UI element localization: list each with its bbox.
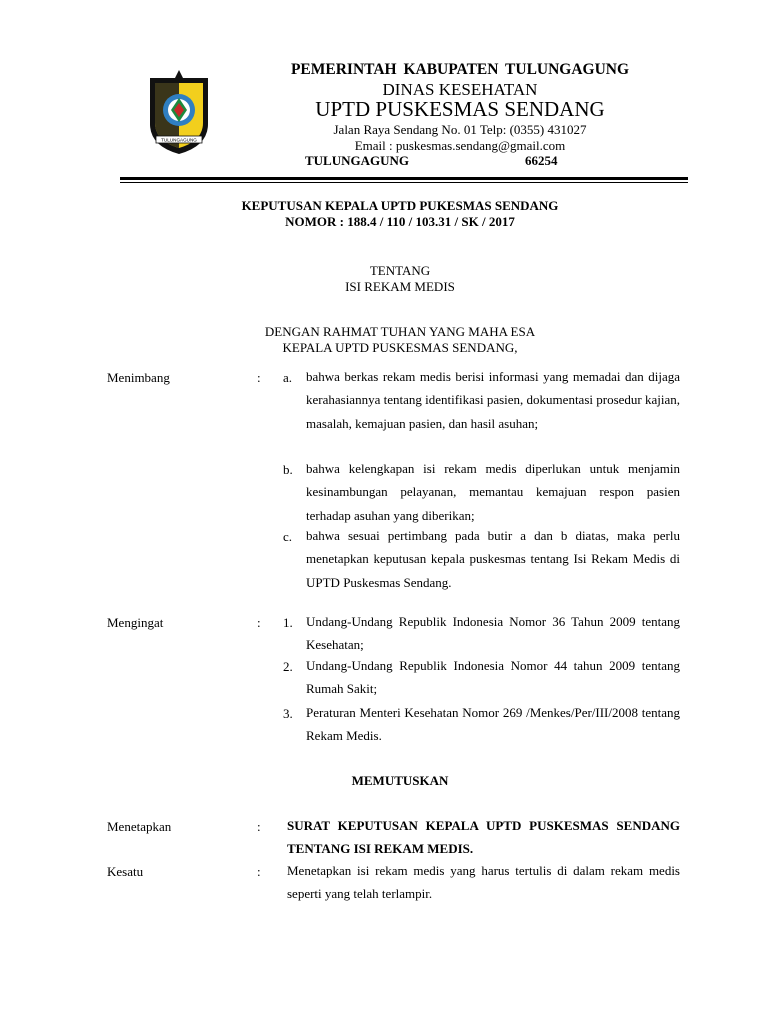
mengingat-colon: : — [257, 615, 261, 630]
decree-about-label: TENTANG — [369, 263, 431, 278]
decree-subject: ISI REKAM MEDIS — [345, 279, 455, 294]
letterhead-divider-thick — [120, 177, 688, 180]
decree-number: NOMOR : 188.4 / 110 / 103.31 / SK / 2017 — [285, 214, 515, 229]
menimbang-colon: : — [257, 370, 261, 385]
menimbang-item-b-text: bahwa kelengkapan isi rekam medis diperlukan untuk menjamin kesinambungan pelayanan, memantau kemajuan respon pasien terhadap asuhan yang diberikan; — [306, 461, 680, 523]
mengingat-item-1-text: Undang-Undang Republik Indonesia Nomor 36 Tahun 2009 tentang Kesehatan; — [306, 614, 680, 653]
decree-invocation: DENGAN RAHMAT TUHAN YANG MAHA ESA — [264, 324, 536, 339]
mengingat-item-2-marker: 2. — [283, 659, 293, 674]
letterhead-postal-code: 66254 — [525, 153, 558, 168]
kesatu-colon: : — [257, 864, 261, 879]
menimbang-item-a-text: bahwa berkas rekam medis berisi informasi yang memadai dan dijaga kerahasiannya tentang identifikasi pasien, dokumentasi prosedur kajian, masalah, kemajuan pasien, dan hasil asuhan; — [306, 369, 680, 431]
letterhead-email: Email : puskesmas.sendang@gmail.com — [354, 138, 566, 153]
tulungagung-emblem-logo — [146, 66, 212, 156]
menimbang-label: Menimbang — [107, 370, 170, 385]
letterhead-institution: UPTD PUSKESMAS SENDANG — [315, 97, 605, 121]
mengingat-item-2-text: Undang-Undang Republik Indonesia Nomor 44 tahun 2009 tentang Rumah Sakit; — [306, 658, 680, 697]
letterhead-divider-thin — [120, 182, 688, 183]
mengingat-label: Mengingat — [107, 615, 164, 630]
memutuskan-heading: MEMUTUSKAN — [351, 773, 449, 788]
menetapkan-text: SURAT KEPUTUSAN KEPALA UPTD PUSKESMAS SENDANG TENTANG ISI REKAM MEDIS. — [287, 818, 680, 857]
menimbang-item-c-marker: c. — [283, 529, 293, 544]
letterhead-city-line — [305, 154, 625, 167]
kesatu-label: Kesatu — [107, 864, 144, 879]
letterhead-department: DINAS KESEHATAN — [382, 80, 538, 99]
menimbang-item-b-marker: b. — [283, 462, 293, 477]
menimbang-item-a-marker: a. — [283, 370, 293, 385]
letterhead-address: Jalan Raya Sendang No. 01 Telp: (0355) 431027 — [333, 122, 587, 137]
menetapkan-label: Menetapkan — [107, 819, 172, 834]
mengingat-item-1-marker: 1. — [283, 615, 293, 630]
menimbang-item-c-text: bahwa sesuai pertimbang pada butir a dan b diatas, maka perlu menetapkan keputusan kepala puskesmas tentang Isi Rekam Medis di UPTD Puskesmas Sendang. — [306, 528, 680, 590]
mengingat-item-3-text: Peraturan Menteri Kesehatan Nomor 269 /Menkes/Per/III/2008 tentang Rekam Medis. — [306, 705, 680, 744]
logo-ribbon-text: TULUNGAGUNG — [161, 137, 197, 143]
kesatu-text: Menetapkan isi rekam medis yang harus tertulis di dalam rekam medis seperti yang telah terlampir. — [287, 863, 680, 902]
decree-title: KEPUTUSAN KEPALA UPTD PUKESMAS SENDANG — [241, 198, 559, 213]
letterhead-government: PEMERINTAH KABUPATEN TULUNGAGUNG — [290, 61, 630, 78]
letterhead-city: TULUNGAGUNG — [305, 153, 410, 168]
mengingat-item-3-marker: 3. — [283, 706, 293, 721]
decree-issuer: KEPALA UPTD PUSKESMAS SENDANG, — [282, 340, 518, 355]
menetapkan-colon: : — [257, 819, 261, 834]
